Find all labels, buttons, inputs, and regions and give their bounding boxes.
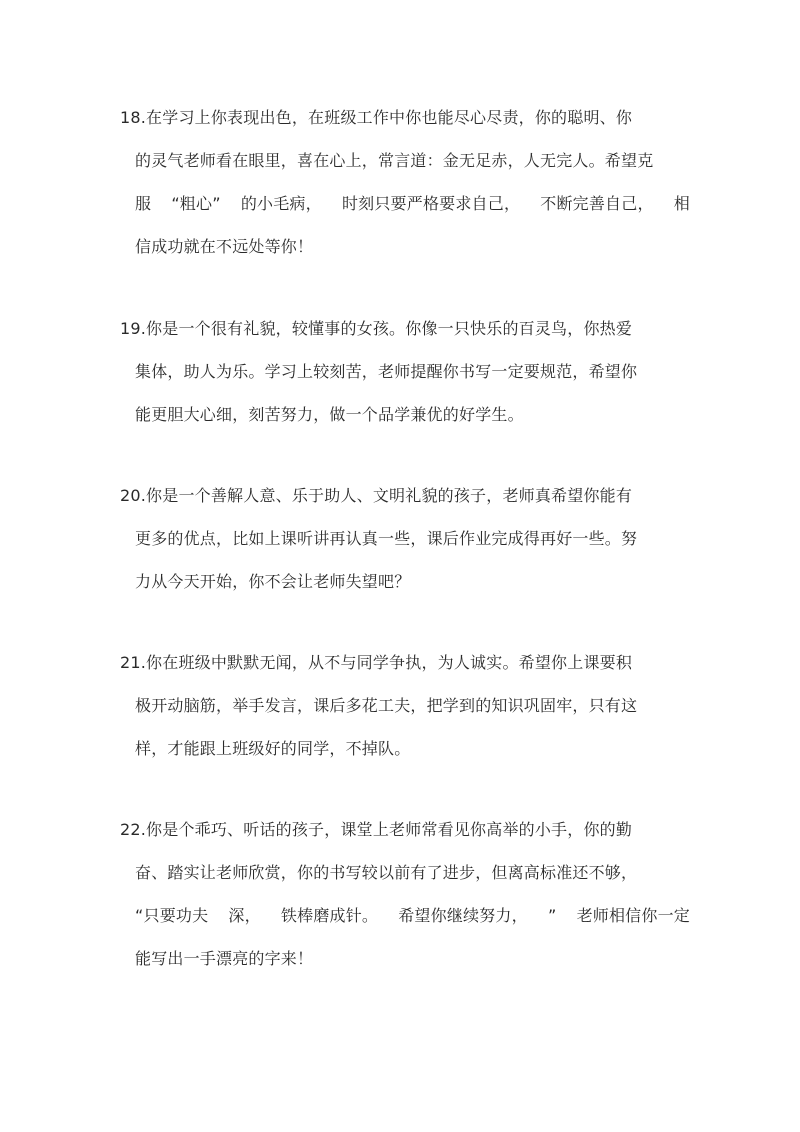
entry-line-justified	[120, 905, 690, 927]
entry-line: 19.你是一个很有礼貌，较懂事的女孩。你像一只快乐的百灵鸟，你热爱	[120, 319, 633, 338]
text-run: 老师相信你一定	[576, 906, 690, 925]
entry-line: 极开动脑筋，举手发言，课后多花工夫，把学到的知识巩固牢，只有这	[135, 696, 638, 715]
entry-line: 信成功就在不远处等你！	[135, 237, 314, 256]
entry-line: 能更胆大心细，刻苦努力，做一个品学兼优的好学生。	[135, 405, 524, 424]
text-run: 时刻只要严格要求自己，	[341, 194, 521, 213]
text-run: “只要功夫	[135, 906, 209, 925]
entry-line: 集体，助人为乐。学习上较刻苦，老师提醒你书写一定要规范，希望你	[135, 362, 638, 381]
text-run: “粗心”	[171, 194, 221, 213]
comment-entry-19	[120, 318, 690, 426]
entry-line: 更多的优点，比如上课听讲再认真一些，课后作业完成得再好一些。努	[135, 529, 638, 548]
text-run: 的小毛病，	[240, 194, 322, 213]
comment-entry-18	[120, 107, 690, 258]
text-run: ”	[547, 906, 557, 925]
entry-line: 的灵气老师看在眼里，喜在心上，常言道：金无足赤，人无完人。希望克	[135, 151, 654, 170]
entry-line: 奋、踏实让老师欣赏，你的书写较以前有了进步，但离高标准还不够，	[135, 863, 638, 882]
text-run: 不断完善自己，	[540, 194, 654, 213]
entry-line: 22.你是个乖巧、听话的孩子，课堂上老师常看见你高举的小手，你的勤	[120, 820, 633, 839]
comment-entry-22	[120, 819, 690, 970]
text-run: 相	[673, 194, 690, 213]
text-run: 铁棒磨成针。	[280, 906, 379, 925]
entry-line: 21.你在班级中默默无闻，从不与同学争执，为人诚实。希望你上课要积	[120, 653, 633, 672]
entry-line: 样，才能跟上班级好的同学，不掉队。	[135, 739, 411, 758]
text-run: 服	[135, 194, 152, 213]
entry-line-justified	[120, 193, 690, 215]
entry-line: 能写出一手漂亮的字来！	[135, 949, 314, 968]
text-run: 深，	[228, 906, 261, 925]
comment-entry-20	[120, 485, 690, 593]
entry-line: 力从今天开始，你不会让老师失望吧？	[135, 572, 411, 591]
entry-line: 20.你是一个善解人意、乐于助人、文明礼貌的孩子，老师真希望你能有	[120, 486, 633, 505]
text-run: 希望你继续努力，	[398, 906, 528, 925]
comment-entry-21	[120, 652, 690, 760]
entry-line: 18.在学习上你表现出色，在班级工作中你也能尽心尽责，你的聪明、你	[120, 108, 633, 127]
